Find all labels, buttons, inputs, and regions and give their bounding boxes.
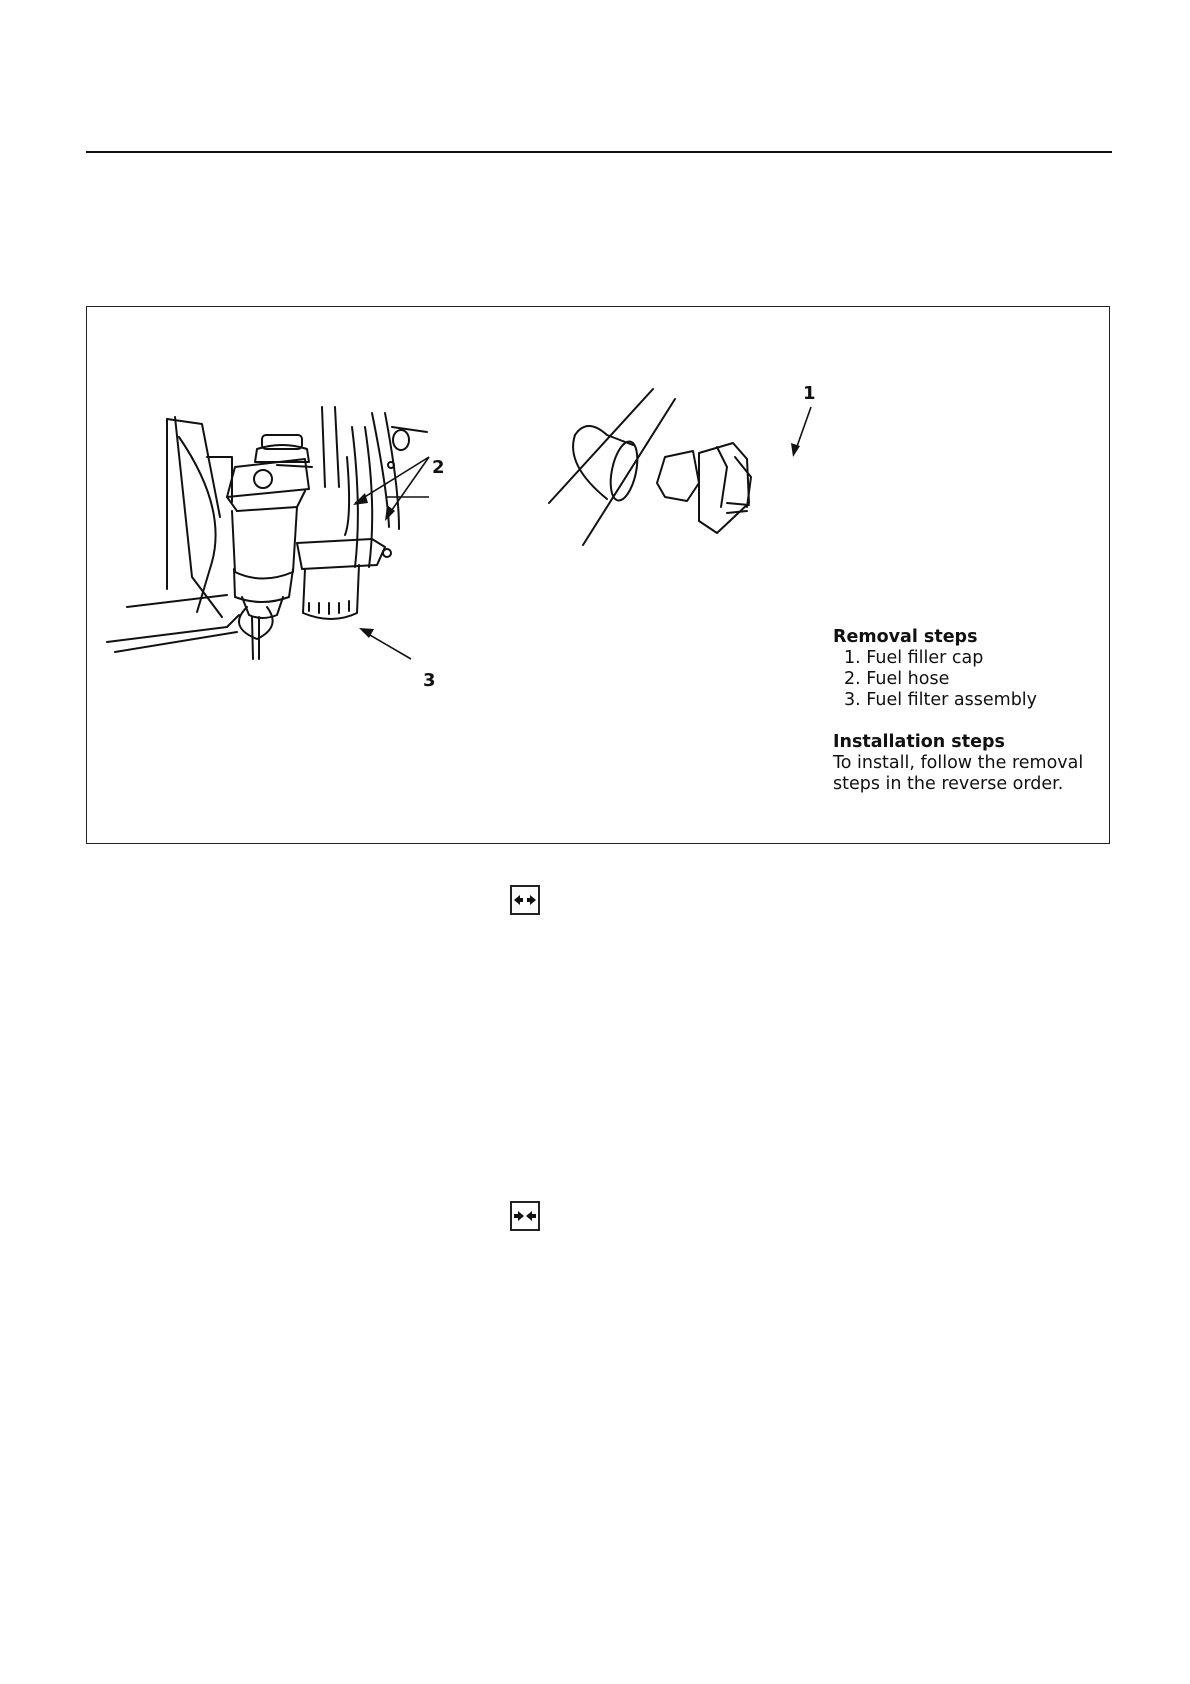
filler-cap-drawing xyxy=(657,443,751,533)
removal-step: 1. Fuel filler cap xyxy=(844,648,984,668)
removal-arrows-icon xyxy=(510,885,540,915)
header-rule xyxy=(86,151,1112,153)
figure-legend xyxy=(833,627,1103,795)
filler-pipe-drawing xyxy=(549,389,675,545)
callout-leaders xyxy=(355,407,811,659)
removal-step: 3. Fuel filter assembly xyxy=(844,690,1038,710)
callout-filter-number: 3 xyxy=(423,670,436,691)
figure-panel xyxy=(86,306,1110,844)
installation-steps-heading: Installation steps xyxy=(833,732,1005,752)
fuel-tank-drawing xyxy=(107,417,239,652)
installation-steps-line: steps in the reverse order. xyxy=(833,774,1064,794)
callout-cap-number: 1 xyxy=(803,383,816,404)
filter-head-drawing xyxy=(207,435,309,511)
removal-steps-list xyxy=(833,648,1103,711)
installation-steps-line: To install, follow the removal xyxy=(833,753,1084,773)
removal-steps-heading: Removal steps xyxy=(833,627,978,647)
removal-step: 2. Fuel hose xyxy=(844,669,950,689)
callout-hose-number: 2 xyxy=(432,457,445,478)
filter-cartridge-drawing xyxy=(297,539,391,619)
filter-bowl-drawing xyxy=(232,507,297,659)
installation-arrows-icon xyxy=(510,1201,540,1231)
